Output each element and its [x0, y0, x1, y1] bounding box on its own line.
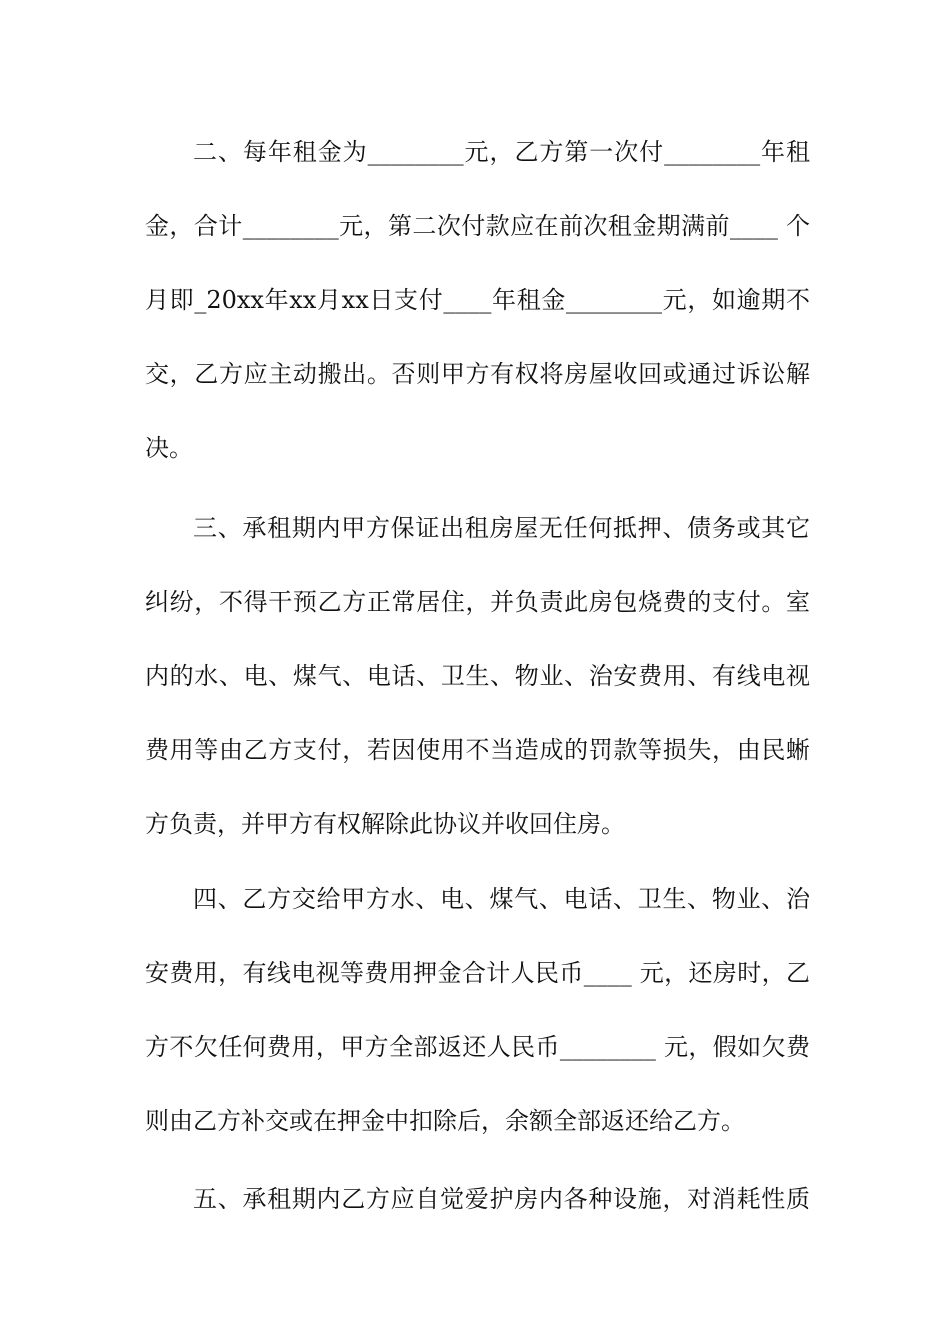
clause-4-line-4: 则由乙方补交或在押金中扣除后，余额全部返还给乙方。: [145, 1107, 745, 1135]
clause-2-line-4: 交，乙方应主动搬出。否则甲方有权将房屋收回或通过诉讼解: [145, 360, 810, 388]
clause-3-line-4: 费用等由乙方支付，若因使用不当造成的罚款等损失，由民蜥: [145, 736, 810, 764]
clause-5-line-1: 五、承租期内乙方应自觉爱护房内各种设施，对消耗性质: [193, 1185, 810, 1213]
clause-2-line-2: 金，合计________元，第二次付款应在前次租金期满前____ 个: [145, 212, 810, 240]
clause-3-line-2: 纠纷，不得干预乙方正常居住，并负责此房包烧费的支付。室: [145, 588, 810, 616]
clause-4-line-2: 安费用，有线电视等费用押金合计人民币____ 元，还房时，乙: [145, 959, 810, 987]
clause-3-line-5: 方负责，并甲方有权解除此协议并收回住房。: [145, 810, 625, 838]
clause-4-line-1: 四、乙方交给甲方水、电、煤气、电话、卫生、物业、治: [193, 885, 810, 913]
clause-3-line-3: 内的水、电、煤气、电话、卫生、物业、治安费用、有线电视: [145, 662, 810, 690]
clause-3-line-1: 三、承租期内甲方保证出租房屋无任何抵押、债务或其它: [193, 514, 810, 542]
clause-2-line-3: 月即_20xx年xx月xx日支付____年租金________元，如逾期不: [145, 286, 810, 314]
clause-2-line-5: 决。: [145, 434, 193, 462]
clause-2-line-1: 二、每年租金为________元，乙方第一次付________年租: [193, 138, 810, 166]
clause-4-line-3: 方不欠任何费用，甲方全部返还人民币________ 元，假如欠费: [145, 1033, 810, 1061]
